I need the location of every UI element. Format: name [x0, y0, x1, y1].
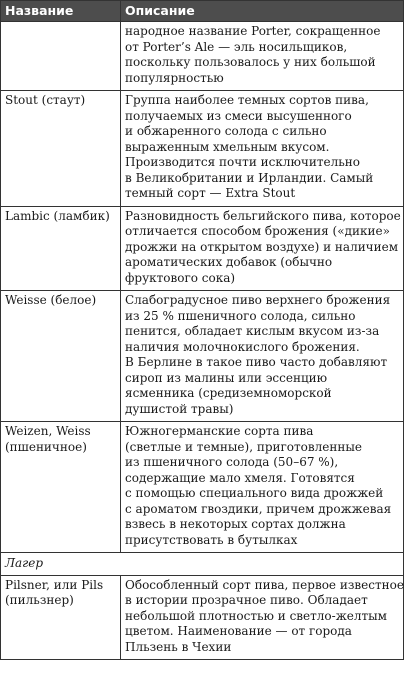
description-line: Производится почти исключительно: [125, 155, 360, 169]
group-label: Лагер: [1, 553, 404, 576]
description-line: сироп из малины или эссенцию: [125, 370, 328, 385]
beer-name-cell: [1, 422, 121, 553]
beer-name-cell: [1, 575, 121, 660]
description-line: с помощью специального вида дрожжей: [125, 486, 384, 500]
description-line: Разновидность бельгийского пива, которое: [125, 208, 401, 223]
description-line: пенится, обладает кислым вкусом из-за: [125, 324, 380, 338]
description-line: из 25 % пшеничного солода, сильно: [125, 308, 356, 323]
description-line: Южногерманские сорта пива: [125, 424, 314, 438]
description-cell: [121, 291, 404, 422]
description-line: отличается способом брожения («дикие»: [125, 224, 390, 238]
description-line: получаемых из смеси высушенного: [125, 108, 352, 123]
description-line: народное название Porter, сокращенное: [125, 24, 381, 38]
table-row: [1, 91, 404, 207]
beer-name-cell: [1, 22, 121, 91]
description-line: (светлые и темные), приготовленные: [125, 439, 363, 454]
description-line: в Великобритании и Ирландии. Самый: [125, 170, 374, 185]
beer-name-line: Lambic (ламбик): [5, 208, 110, 223]
description-line: наличия молочнокислого брожения.: [125, 339, 360, 354]
description-line: популярностью: [125, 70, 224, 85]
beer-name-line: Weizen, Weiss: [5, 424, 91, 438]
description-line: ясменника (средиземноморской: [125, 386, 332, 400]
description-line: Обособленный сорт пива, первое известное: [125, 577, 404, 592]
description-line: содержащие мало хмеля. Готовятся: [125, 470, 355, 485]
description-line: Пльзень в Чехии: [125, 639, 232, 654]
description-line: присутствовать в бутылках: [125, 532, 298, 547]
description-cell: [121, 22, 404, 91]
beer-name-line: (пильзнер): [5, 593, 74, 607]
beer-name-cell: [1, 206, 121, 291]
description-line: в истории прозрачное пиво. Обладает: [125, 593, 368, 607]
header-description: Описание: [121, 1, 404, 22]
table-row: [1, 291, 404, 422]
description-line: дрожжи на открытом воздухе) и наличием: [125, 239, 399, 254]
description-line: поскольку пользовалось у них большой: [125, 55, 376, 69]
description-line: Слабоградусное пиво верхнего брожения: [125, 293, 391, 307]
group-row: [1, 553, 404, 576]
description-cell: [121, 91, 404, 207]
description-line: ароматических добавок (обычно: [125, 255, 333, 269]
beer-name-cell: [1, 291, 121, 422]
table-row: [1, 22, 404, 91]
description-line: из пшеничного солода (50–67 %),: [125, 455, 339, 469]
description-line: с ароматом гвоздики, причем дрожжевая: [125, 501, 392, 516]
description-cell: [121, 422, 404, 553]
table-body: [1, 22, 404, 660]
description-line: и обжаренного солода с сильно: [125, 124, 327, 138]
header-name: Название: [1, 1, 121, 22]
description-line: от Porter’s Ale — эль носильщиков,: [125, 39, 348, 54]
beer-name-line: Pilsner, или Pils: [5, 577, 104, 592]
description-cell: [121, 575, 404, 660]
table-row: [1, 206, 404, 291]
description-line: душистой травы): [125, 401, 234, 416]
description-line: темный сорт — Extra Stout: [125, 186, 296, 200]
description-cell: [121, 206, 404, 291]
table-row: [1, 422, 404, 553]
description-line: Группа наиболее темных сортов пива,: [125, 93, 369, 107]
description-line: фруктового сока): [125, 270, 236, 285]
beer-name-line: (пшеничное): [5, 439, 87, 454]
description-line: выраженным хмельным вкусом.: [125, 139, 330, 154]
table-header-row: [1, 1, 404, 22]
beer-name-line: Stout (стаут): [5, 93, 86, 107]
beer-name-cell: [1, 91, 121, 207]
description-line: В Берлине в такое пиво часто добавляют: [125, 355, 388, 369]
description-line: цветом. Наименование — от города: [125, 624, 352, 638]
description-line: взвесь в некоторых сортах должна: [125, 517, 346, 531]
table-row: [1, 575, 404, 660]
beer-name-line: Weisse (белое): [5, 293, 97, 307]
description-line: небольшой плотностью и светло-желтым: [125, 608, 387, 623]
